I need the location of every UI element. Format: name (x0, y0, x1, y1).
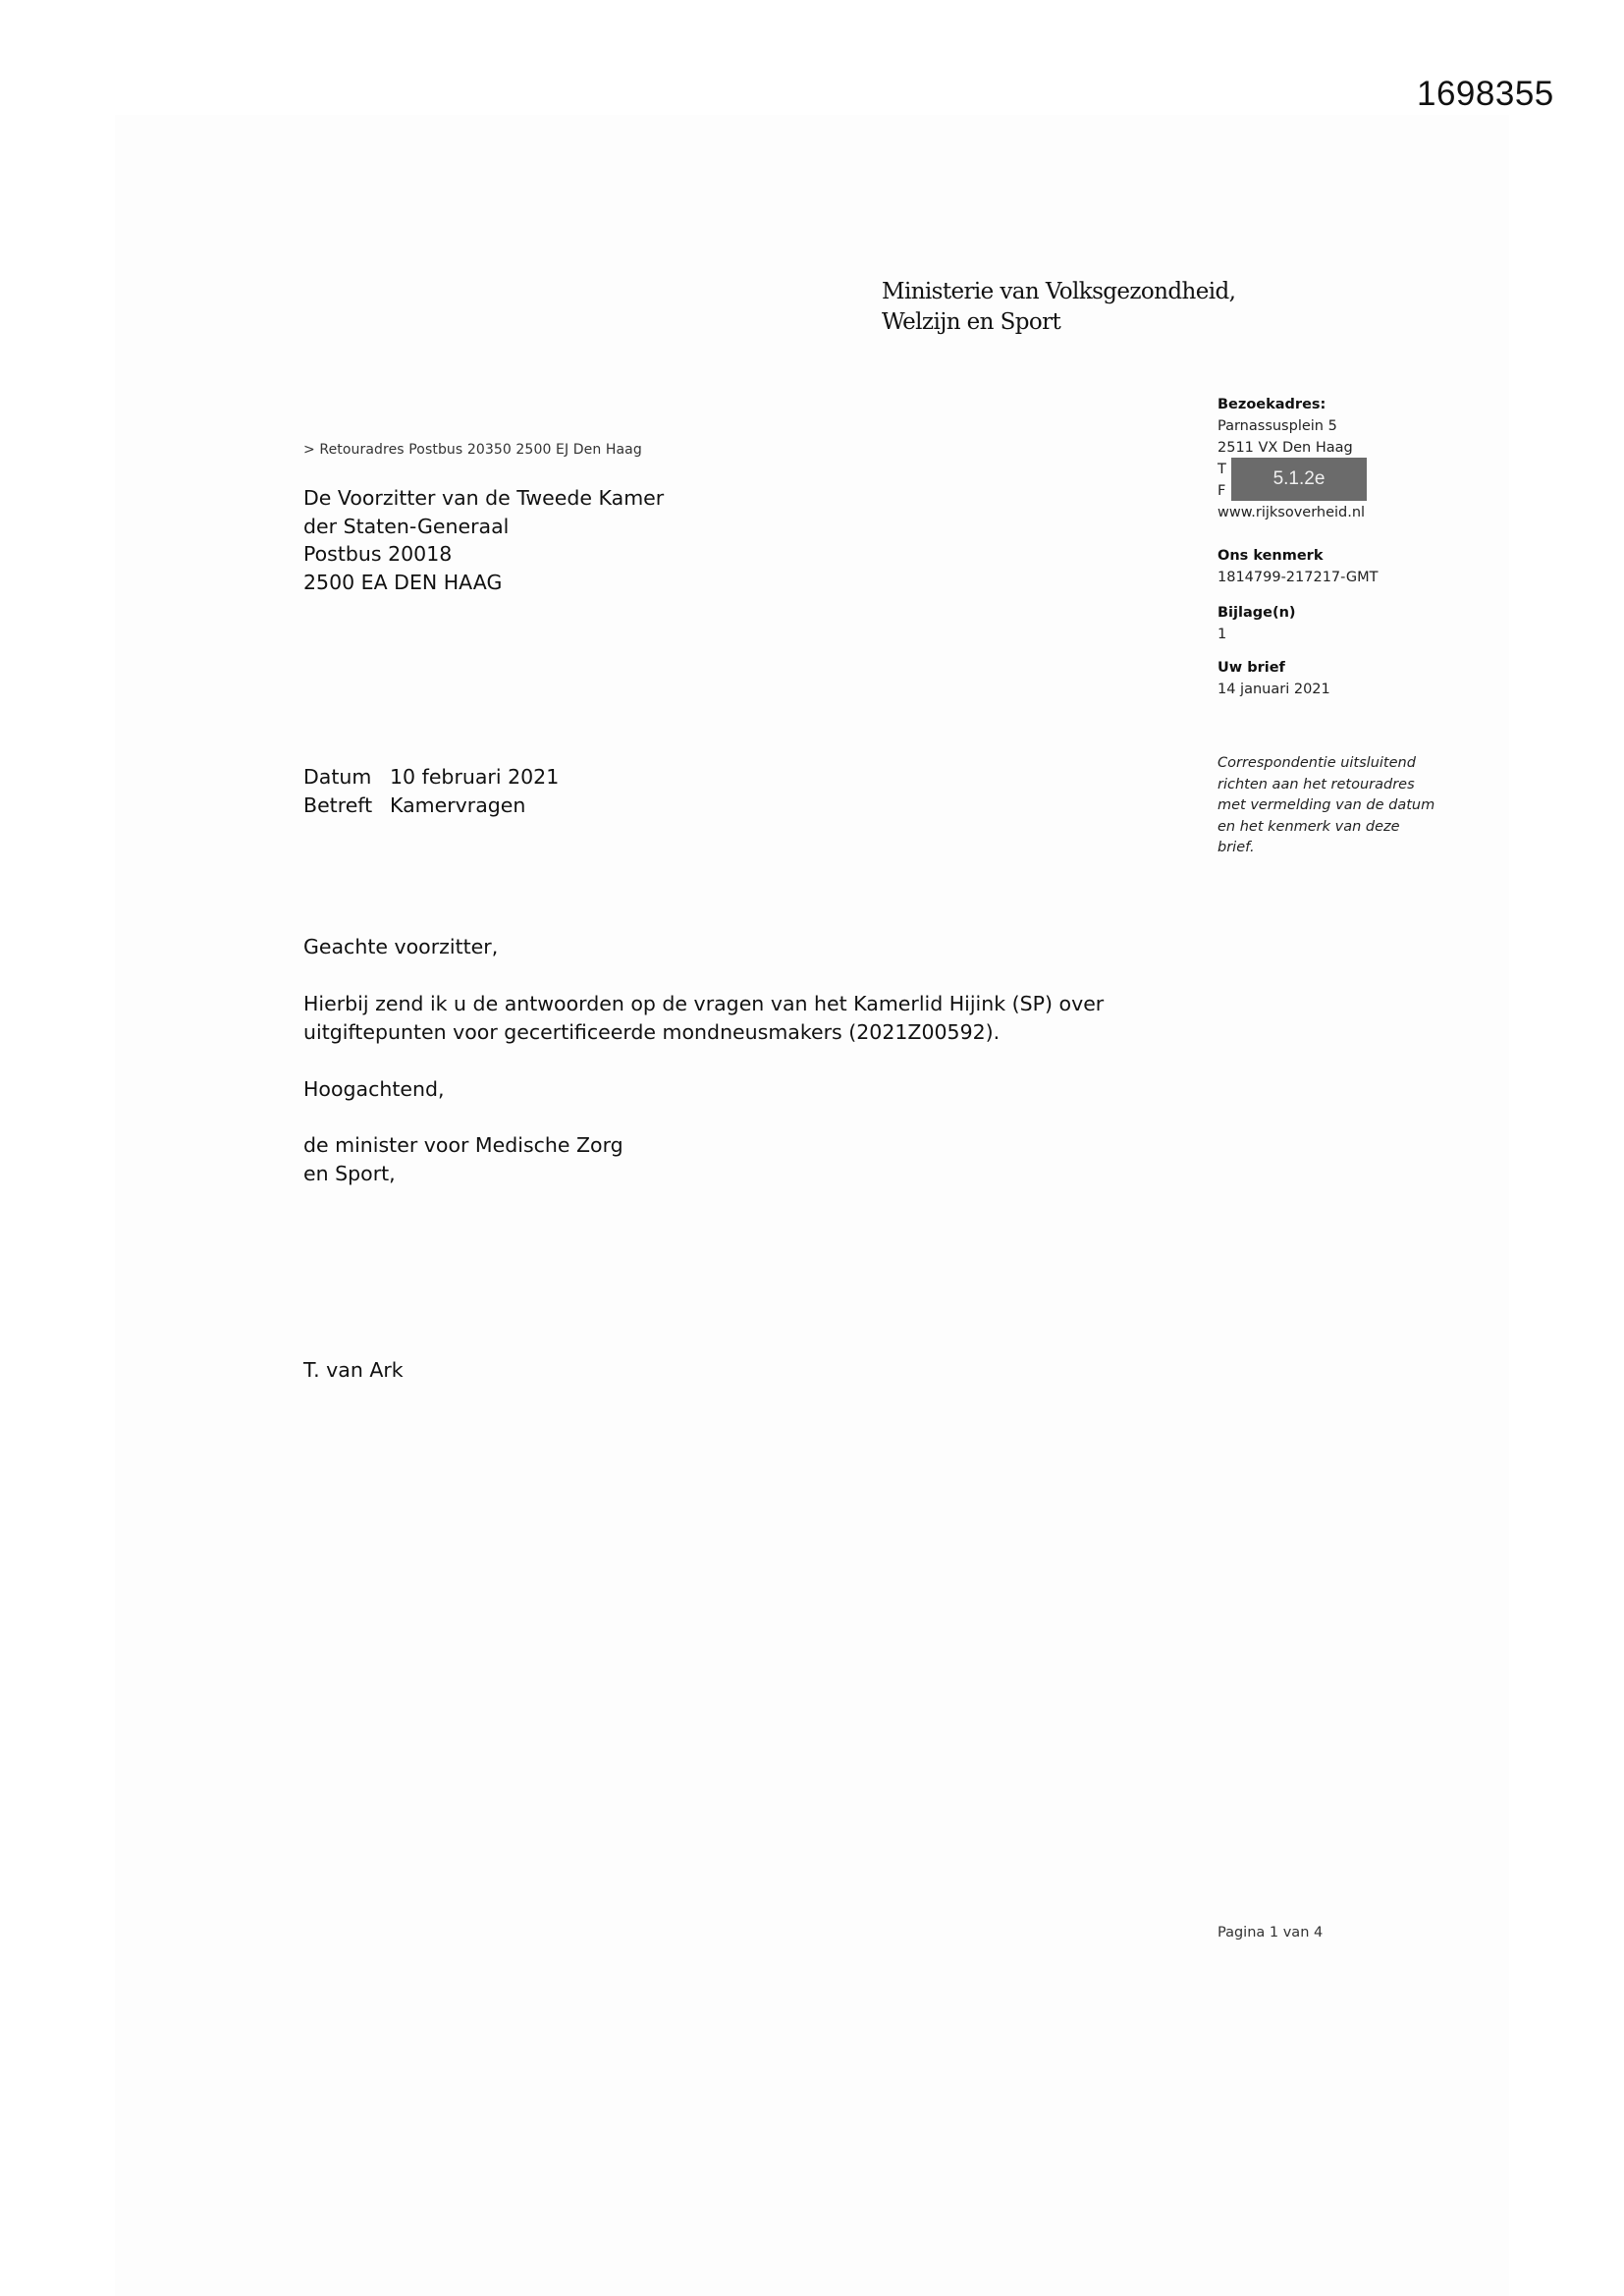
body-line: Hierbij zend ik u de antwoorden op de vragen van het Kamerlid Hijink (SP) over (303, 992, 1105, 1015)
disclaimer-line: brief. (1218, 840, 1255, 855)
disclaimer-line: met vermelding van de datum (1218, 797, 1435, 813)
signatory-title (303, 1131, 623, 1187)
our-reference-value: 1814799-217217-GMT (1218, 570, 1379, 585)
signatory-title-line: de minister voor Medische Zorg (303, 1133, 623, 1157)
document-id: 1698355 (1417, 75, 1554, 113)
recipient-line: 2500 EA DEN HAAG (303, 570, 503, 594)
ministry-letterhead (882, 277, 1235, 338)
redaction-box: 5.1.2e (1231, 458, 1367, 501)
recipient-line: Postbus 20018 (303, 542, 453, 566)
recipient-address (303, 484, 664, 596)
fax-label: F (1218, 483, 1226, 499)
your-letter-heading: Uw brief (1218, 660, 1285, 676)
date-label: Datum (303, 765, 372, 789)
page-indicator: Pagina 1 van 4 (1218, 1925, 1324, 1941)
closing: Hoogachtend, (303, 1077, 445, 1101)
salutation: Geachte voorzitter, (303, 935, 499, 958)
date-row (303, 763, 559, 792)
visit-address-heading: Bezoekadres: (1218, 397, 1326, 412)
your-letter-value: 14 januari 2021 (1218, 682, 1330, 697)
recipient-line: De Voorzitter van de Tweede Kamer (303, 486, 665, 510)
letter-body (303, 990, 1104, 1046)
attachments-value: 1 (1218, 627, 1227, 642)
subject-row (303, 792, 559, 820)
your-letter-block (1218, 657, 1379, 700)
subject-label: Betreft (303, 793, 373, 817)
body-line: uitgiftepunten voor gecertificeerde mondneusmakers (2021Z00592). (303, 1019, 1001, 1044)
website-link[interactable]: www.rijksoverheid.nl (1218, 505, 1366, 520)
our-reference-heading: Ons kenmerk (1218, 548, 1324, 564)
letter-meta (303, 763, 559, 819)
attachments-block (1218, 602, 1379, 645)
correspondence-disclaimer (1218, 753, 1435, 859)
visit-address-city: 2511 VX Den Haag (1218, 440, 1353, 456)
signatory-name: T. van Ark (303, 1358, 404, 1382)
phone-label: T (1218, 462, 1226, 477)
disclaimer-line: richten aan het retouradres (1218, 776, 1415, 793)
letterhead-line-2: Welzijn en Sport (882, 309, 1061, 335)
visit-address-street: Parnassusplein 5 (1218, 418, 1337, 434)
subject-value: Kamervragen (390, 793, 526, 817)
disclaimer-line: Correspondentie uitsluitend (1218, 755, 1416, 771)
return-address: > Retouradres Postbus 20350 2500 EJ Den Haag (303, 442, 642, 458)
recipient-line: der Staten-Generaal (303, 514, 510, 538)
our-reference-block (1218, 545, 1379, 588)
signatory-title-line: en Sport, (303, 1161, 396, 1185)
disclaimer-line: en het kenmerk van deze (1218, 818, 1400, 835)
letterhead-line-1: Ministerie van Volksgezondheid, (882, 279, 1236, 304)
date-value: 10 februari 2021 (390, 765, 560, 789)
sidebar-info (1218, 394, 1379, 712)
attachments-heading: Bijlage(n) (1218, 605, 1296, 621)
